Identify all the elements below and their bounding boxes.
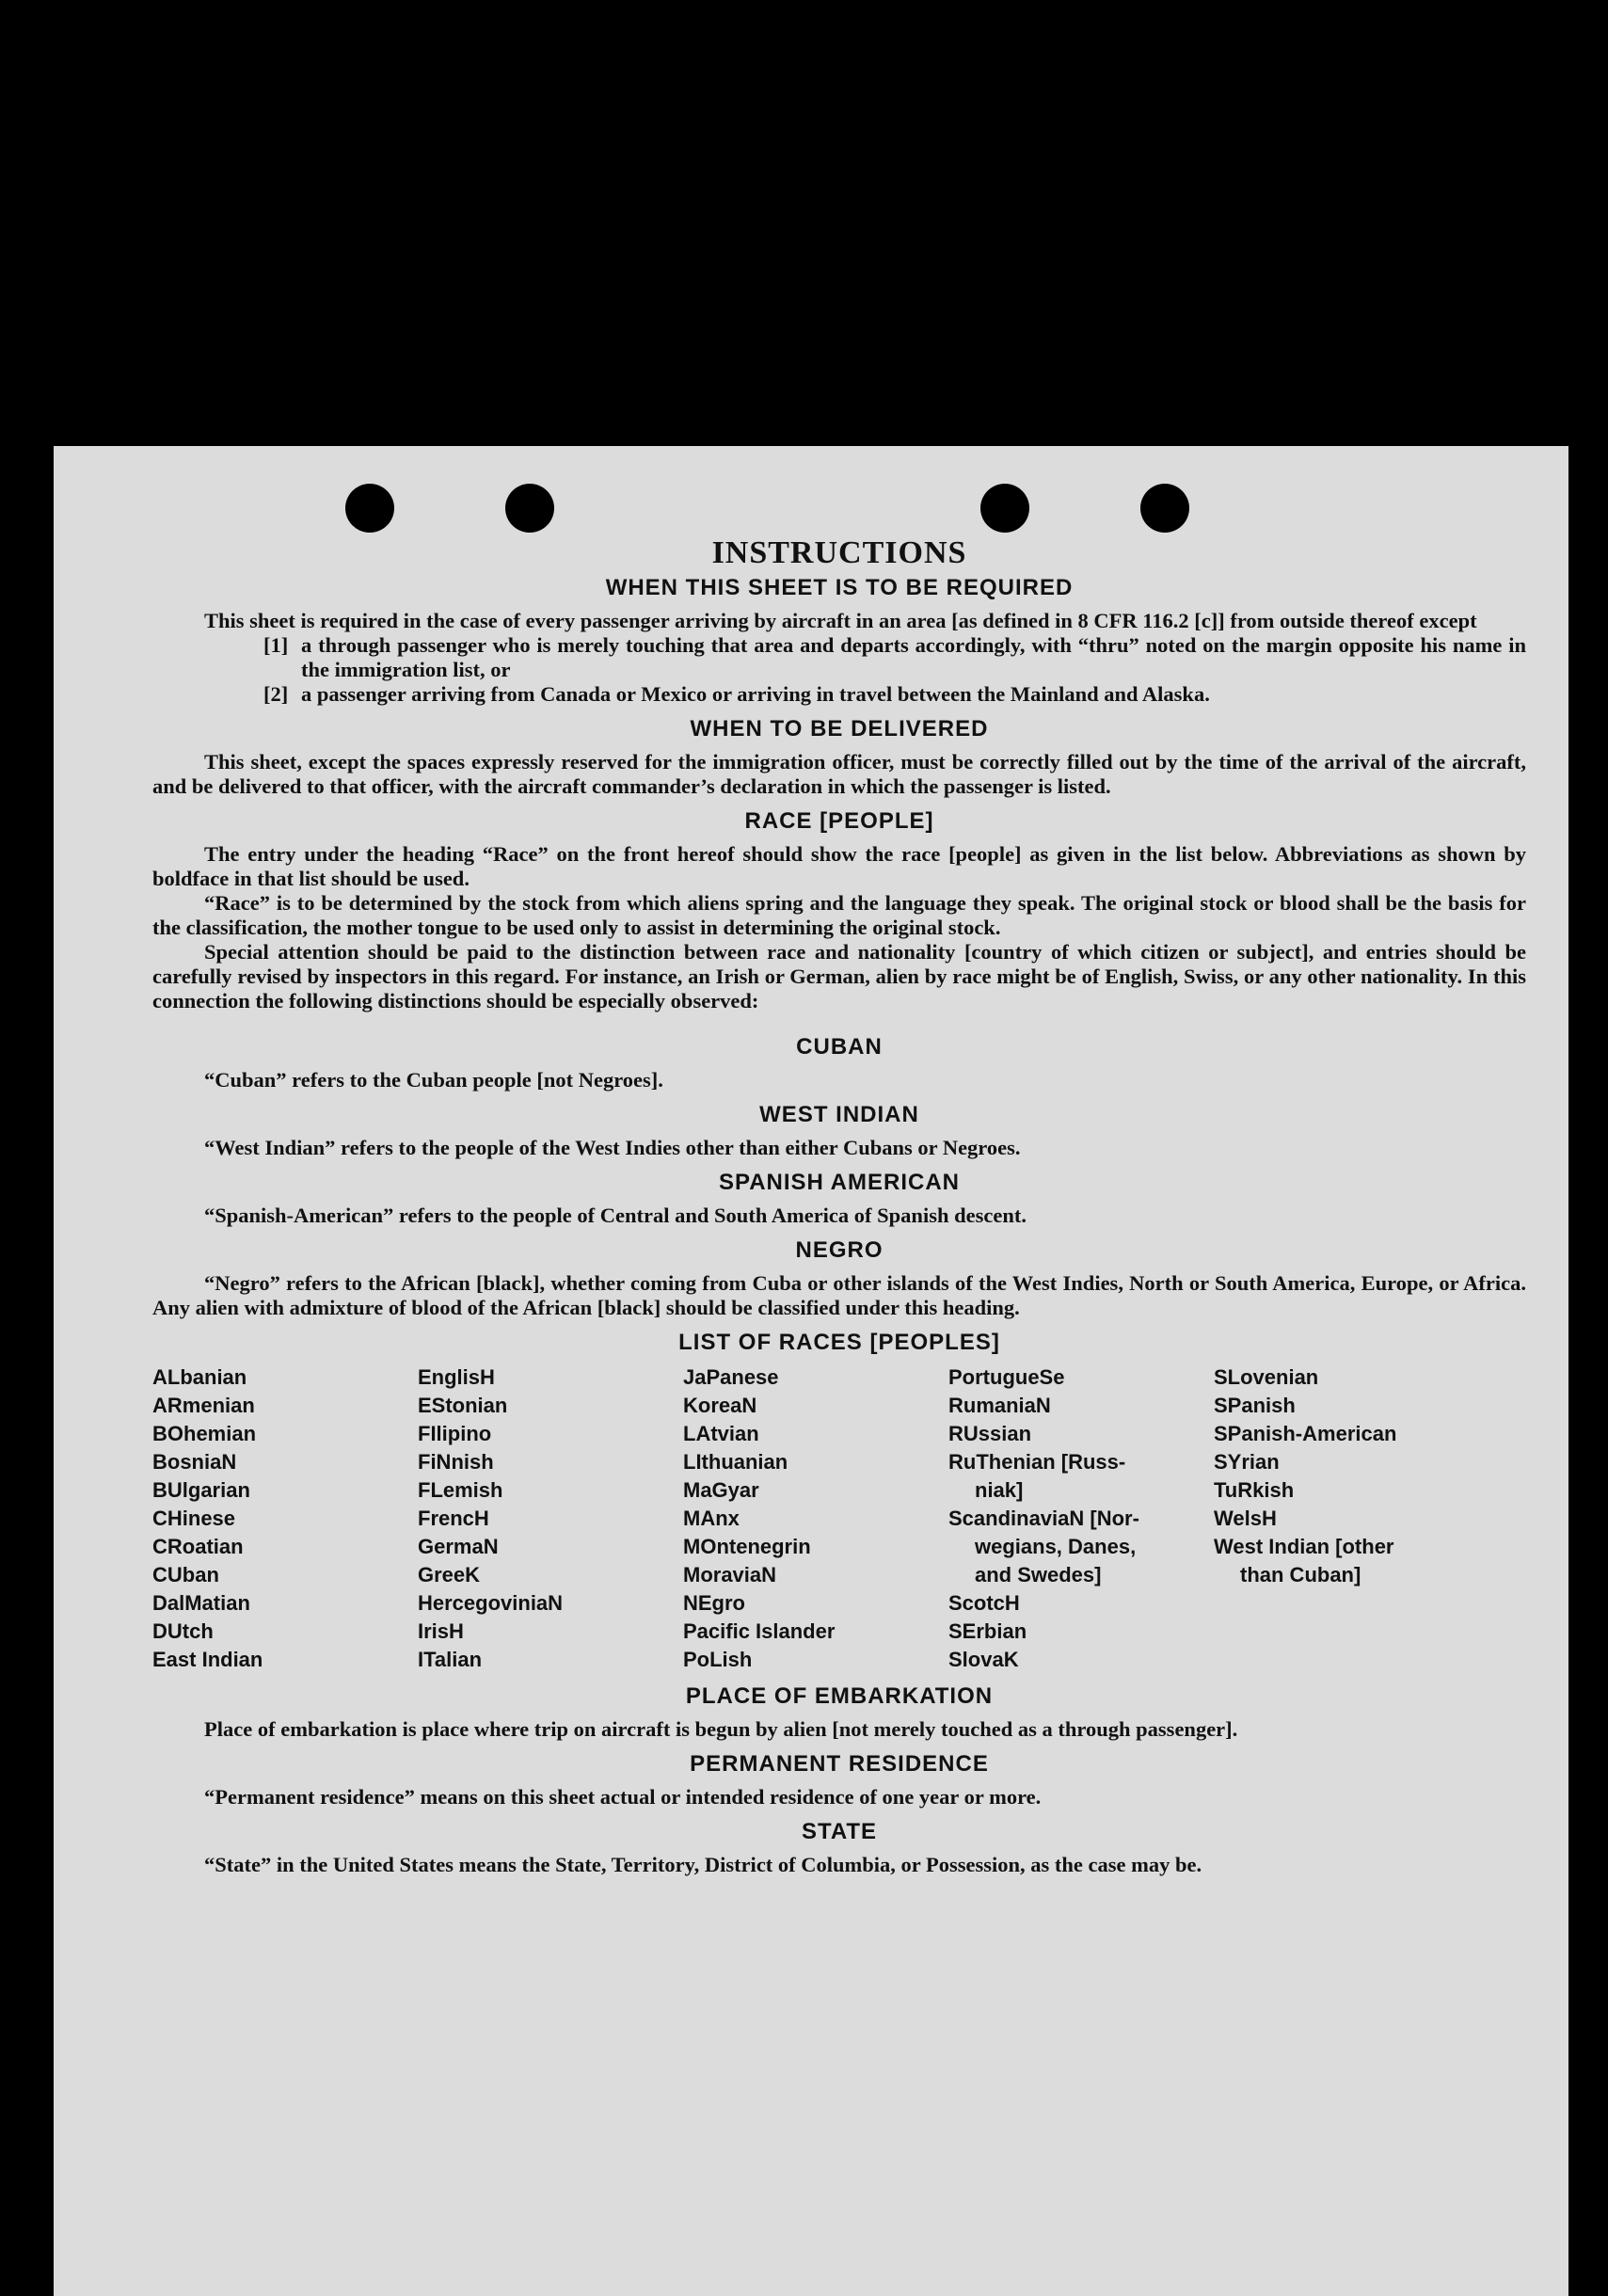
races-column: [683, 1363, 948, 1674]
heading-race: RACE [PEOPLE]: [744, 808, 934, 834]
race-entry: ITalian: [418, 1648, 483, 1671]
races-column: [1214, 1363, 1479, 1674]
race-entry: CRoatian: [152, 1535, 244, 1558]
list-item: [263, 682, 1526, 707]
race-entry: SYrian: [1214, 1450, 1280, 1474]
race-entry: SLovenian: [1214, 1365, 1319, 1389]
race-entry: MAnx: [683, 1507, 740, 1530]
races-list: [152, 1363, 1526, 1674]
race-entry: SlovaK: [948, 1648, 1019, 1671]
document-sheet: [54, 446, 1568, 2296]
heading-cuban: CUBAN: [796, 1034, 883, 1060]
race-entry: PoLish: [683, 1648, 753, 1671]
instructions-content: [152, 535, 1526, 1877]
item-text: a through passenger who is merely touching that area and departs accordingly, with “thru” noted on the margin opposite his name in the immigration list, or: [301, 633, 1526, 681]
race-entry: PortugueSe: [948, 1365, 1065, 1389]
race-entry: DalMatian: [152, 1591, 250, 1615]
heading-west-indian: WEST INDIAN: [759, 1102, 919, 1127]
race-entry: FiNnish: [418, 1450, 494, 1474]
race-entry: RuThenian [Russ-: [948, 1450, 1126, 1474]
race-entry: ARmenian: [152, 1394, 255, 1417]
race-entry: ScandinaviaN [Nor-: [948, 1507, 1139, 1530]
list-item: [263, 633, 1526, 682]
heading-negro: NEGRO: [795, 1237, 884, 1263]
heading-required: WHEN THIS SHEET IS TO BE REQUIRED: [605, 575, 1074, 600]
delivered-text: This sheet, except the spaces expressly reserved for the immigration officer, must be correctly filled out by the time of the arrival of the aircraft, and be delivered to that officer, with the aircraft commander’s declaration in which the passenger is listed.: [152, 750, 1526, 798]
heading-state: STATE: [801, 1819, 878, 1844]
race-entry: FLemish: [418, 1478, 503, 1502]
item-number: [1]: [263, 633, 289, 657]
race-entry: than Cuban]: [1240, 1563, 1361, 1586]
item-number: [2]: [263, 682, 289, 706]
race-entry: EStonian: [418, 1394, 508, 1417]
race-entry: MoraviaN: [683, 1563, 777, 1586]
page-title: INSTRUCTIONS: [711, 535, 967, 570]
race-entry: MaGyar: [683, 1478, 759, 1502]
race-entry: FrencH: [418, 1507, 489, 1530]
race-entry: JaPanese: [683, 1365, 779, 1389]
race-entry: DUtch: [152, 1619, 214, 1643]
heading-races-list: LIST OF RACES [PEOPLES]: [678, 1330, 1000, 1355]
race-entry: ScotcH: [948, 1591, 1020, 1615]
race-paragraph-2: “Race” is to be determined by the stock from which aliens spring and the language they speak. The original stock or blood shall be the basis for the classification, the mother tongue to be used only to assist in determining the original stock.: [152, 891, 1526, 939]
race-paragraph-1: The entry under the heading “Race” on the front hereof should show the race [people] as given in the list below. Abbreviations as shown by boldface in that list should be used.: [152, 842, 1526, 890]
west-indian-text: “West Indian” refers to the people of the West Indies other than either Cubans or Negroes.: [204, 1136, 1021, 1159]
race-entry: TuRkish: [1214, 1478, 1295, 1502]
cuban-text: “Cuban” refers to the Cuban people [not Negroes].: [204, 1068, 663, 1092]
race-entry: FIlipino: [418, 1422, 492, 1445]
race-entry: niak]: [975, 1478, 1024, 1502]
race-entry: IrisH: [418, 1619, 464, 1643]
punch-hole: [345, 484, 394, 533]
race-entry: EnglisH: [418, 1365, 495, 1389]
negro-text: “Negro” refers to the African [black], whether coming from Cuba or other islands of the West Indies, North or South America, Europe, or Africa. Any alien with admixture of blood of the African [black] should be classified under this heading.: [152, 1271, 1526, 1319]
races-column: [948, 1363, 1214, 1674]
race-entry: CUban: [152, 1563, 219, 1586]
heading-spanish-american: SPANISH AMERICAN: [718, 1170, 960, 1195]
race-paragraph-3: Special attention should be paid to the distinction between race and nationality [country of which citizen or subject], and entries should be carefully revised by inspectors in this regard. For instance, an Irish or German, alien by race might be of English, Swiss, or any other nationality. In this connection the following distinctions should be especially observed:: [152, 940, 1526, 1012]
race-entry: wegians, Danes,: [975, 1535, 1137, 1558]
heading-residence: PERMANENT RESIDENCE: [690, 1751, 989, 1777]
required-intro: This sheet is required in the case of every passenger arriving by aircraft in an area [as defined in 8 CFR 116.2 [c]] from outside thereof except: [204, 609, 1477, 632]
race-entry: SPanish: [1214, 1394, 1296, 1417]
race-entry: ALbanian: [152, 1365, 247, 1389]
race-entry: West Indian [other: [1214, 1535, 1394, 1558]
spanish-american-text: “Spanish-American” refers to the people of Central and South America of Spanish descent.: [204, 1204, 1027, 1227]
punch-hole: [1140, 484, 1189, 533]
race-entry: KoreaN: [683, 1394, 757, 1417]
races-column: [152, 1363, 418, 1674]
race-entry: HercegoviniaN: [418, 1591, 564, 1615]
race-entry: BUlgarian: [152, 1478, 250, 1502]
race-entry: Pacific Islander: [683, 1619, 836, 1643]
race-entry: East Indian: [152, 1648, 263, 1671]
race-entry: WelsH: [1214, 1507, 1277, 1530]
punch-hole: [980, 484, 1029, 533]
race-entry: CHinese: [152, 1507, 236, 1530]
race-entry: GermaN: [418, 1535, 499, 1558]
race-entry: LIthuanian: [683, 1450, 788, 1474]
race-entry: and Swedes]: [975, 1563, 1102, 1586]
race-entry: SErbian: [948, 1619, 1027, 1643]
race-entry: RUssian: [948, 1422, 1032, 1445]
heading-embarkation: PLACE OF EMBARKATION: [685, 1683, 994, 1709]
residence-text: “Permanent residence” means on this sheet actual or intended residence of one year or more.: [204, 1785, 1042, 1809]
punch-hole: [505, 484, 554, 533]
race-entry: LAtvian: [683, 1422, 759, 1445]
race-entry: MOntenegrin: [683, 1535, 811, 1558]
race-entry: BOhemian: [152, 1422, 257, 1445]
race-entry: NEgro: [683, 1591, 745, 1615]
state-text: “State” in the United States means the State, Territory, District of Columbia, or Possession, as the case may be.: [204, 1853, 1202, 1876]
race-entry: RumaniaN: [948, 1394, 1051, 1417]
item-text: a passenger arriving from Canada or Mexico or arriving in travel between the Mainland and Alaska.: [301, 682, 1210, 706]
race-entry: BosniaN: [152, 1450, 237, 1474]
races-column: [418, 1363, 683, 1674]
embarkation-text: Place of embarkation is place where trip on aircraft is begun by alien [not merely touched as a through passenger].: [204, 1717, 1238, 1741]
heading-delivered: WHEN TO BE DELIVERED: [690, 716, 989, 741]
race-entry: SPanish-American: [1214, 1422, 1397, 1445]
race-entry: GreeK: [418, 1563, 481, 1586]
